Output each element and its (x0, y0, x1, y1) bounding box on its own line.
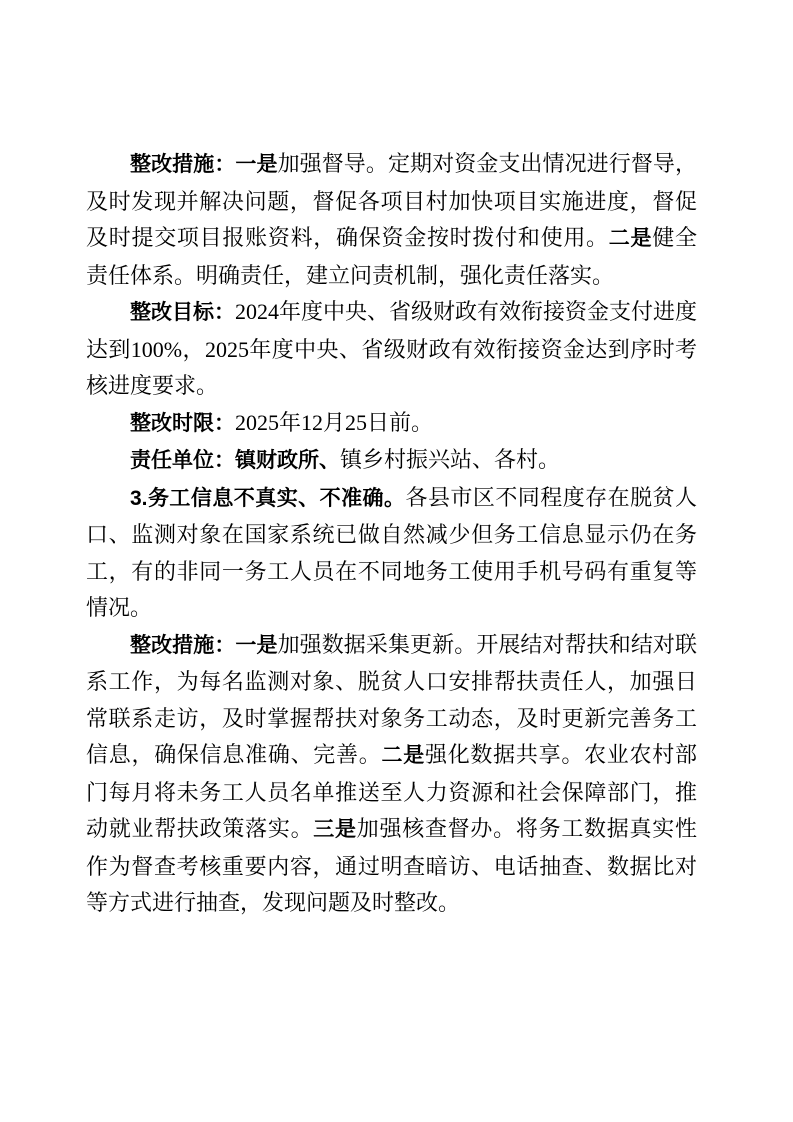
paragraph-rectification-deadline (86, 405, 697, 443)
label-responsible-units: 责任单位：镇财政所、 (130, 449, 340, 472)
label-rectification-measures: 整改措施：一是 (130, 153, 278, 176)
paragraph-rectification-measures-work-info (86, 627, 697, 922)
paragraph-responsible-units (86, 442, 697, 480)
label-issue-3-title: 3.务工信息不真实、不准确。 (130, 486, 406, 510)
text-run: 健全责任体系。明确责任，建立问责机制，强化责任落实。 (86, 225, 697, 288)
label-rectification-goal: 整改目标： (130, 301, 235, 324)
text-run: 镇乡村振兴站、各村。 (340, 447, 561, 472)
text-run: 强化数据共享。农业农村部门每月将未务工人员名单推送至人力资源和社会保障部门，推动就业帮扶政策落实。 (86, 742, 697, 841)
deadline-date: 2025年12月25日前。 (235, 409, 434, 435)
text-run: 加强核查督办。将务工数据真实性作为督查考核重要内容，通过明查暗访、电话抽查、数据比对等方式进行抽查，发现问题及时整改。 (86, 816, 697, 915)
label-rectification-measures: 整改措施：一是 (130, 633, 278, 657)
paragraph-issue-3-work-info (86, 480, 697, 627)
text-run: 各县市区不同程度存在脱贫人口、监测对象在国家系统已做自然减少但务工信息显示仍在务工，有的非同一务工人员在不同地务工使用手机号码有重复等情况。 (86, 484, 697, 620)
label-second-measure: 二是 (381, 744, 425, 767)
text-run: 2024年度中央、省级财政有效衔接资金支付进度达到100%，2025年度中央、省级财政有效衔接资金达到序时考核进度要求。 (86, 299, 698, 398)
text-run: 加强数据采集更新。开展结对帮扶和结对联系工作，为每名监测对象、脱贫人口安排帮扶责任人，加强日常联系走访，及时掌握帮扶对象务工动态，及时更新完善务工信息，确保信息准确、完善。 (86, 631, 697, 767)
paragraph-rectification-measures-funding (86, 146, 697, 294)
text-run: 加强督导。定期对资金支出情况进行督导，及时发现并解决问题，督促各项目村加快项目实施进度，督促及时提交项目报账资料，确保资金按时拨付和使用。 (86, 151, 697, 250)
label-rectification-deadline: 整改时限： (130, 411, 235, 435)
label-second-measure: 二是 (608, 227, 653, 250)
label-third-measure: 三是 (313, 818, 357, 841)
paragraph-rectification-goal (86, 294, 697, 405)
